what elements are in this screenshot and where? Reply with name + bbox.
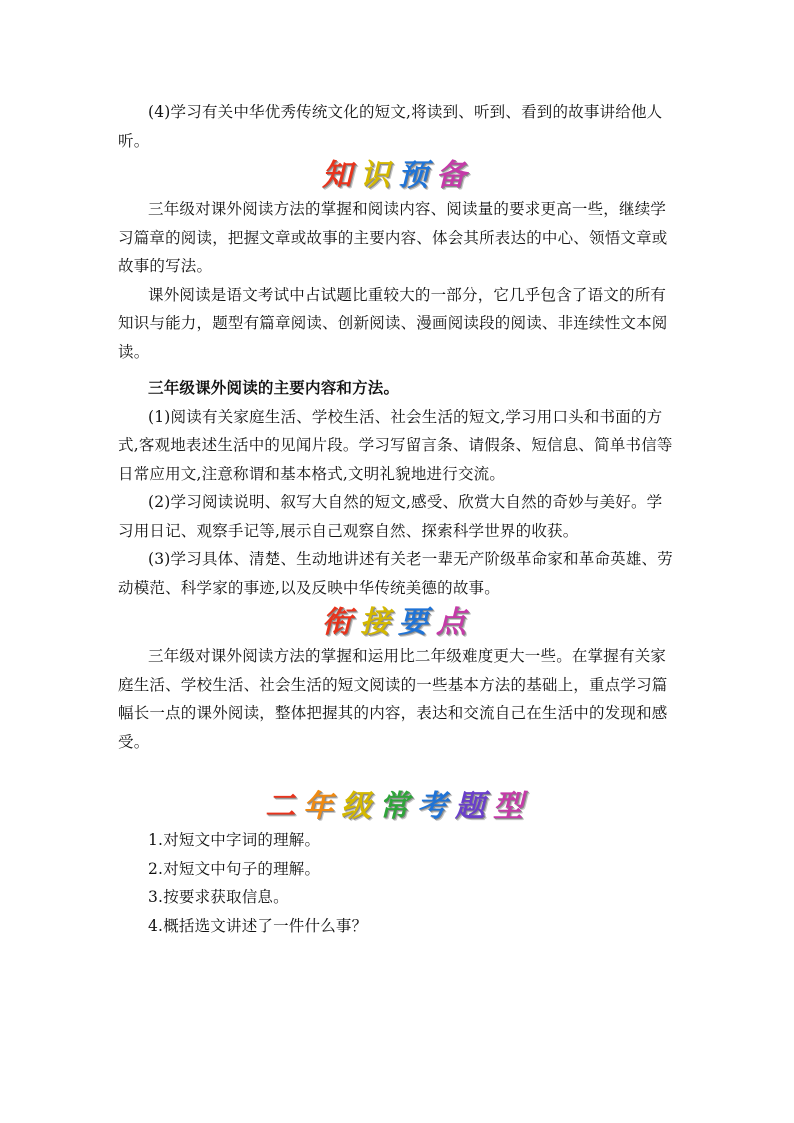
- knowledge-item-2: (2)学习阅读说明、叙写大自然的短文,感受、欣赏大自然的奇妙与美好。学习用日记、观察手记等,展示自己观察自然、探索科学世界的收获。: [118, 493, 663, 540]
- heading-char: 预: [398, 158, 436, 193]
- heading-char: 点: [436, 605, 474, 640]
- knowledge-subtitle: 三年级课外阅读的主要内容和方法。: [148, 378, 400, 397]
- knowledge-item-3: (3)学习具体、清楚、生动地讲述有关老一辈无产阶级革命家和革命英雄、劳动模范、科学家的事迹,以及反映中华传统美德的故事。: [118, 550, 673, 597]
- heading-char: 考: [417, 789, 455, 824]
- heading-char: 接: [360, 605, 398, 640]
- connection-paragraph: 三年级对课外阅读方法的掌握和运用比二年级难度更大一些。在掌握有关家庭生活、学校生活、社会生活的短文阅读的一些基本方法的基础上，重点学习篇幅长一点的课外阅读，整体把握其的内容，表达和交流自己在生活中的发现和感受。: [118, 647, 668, 751]
- heading-char: 要: [398, 605, 436, 640]
- knowledge-paragraph-2: 课外阅读是语文考试中占试题比重较大的一部分，它几乎包含了语文的所有知识与能力，题型有篇章阅读、创新阅读、漫画阅读段的阅读、非连续性文本阅读。: [118, 285, 668, 361]
- heading-char: 备: [436, 158, 474, 193]
- knowledge-item-1: (1)阅读有关家庭生活、学校生活、社会生活的短文,学习用口头和书面的方式,客观地表述生活中的见闻片段。学习写留言条、请假条、短信息、简单书信等日常应用文,注意称谓和基本格式,文明礼貌地进行交流。: [118, 407, 673, 483]
- heading-connection: [118, 604, 678, 642]
- heading-char: 二: [265, 789, 303, 824]
- question-type-4: 4.概括选文讲述了一件什么事？: [148, 916, 368, 935]
- heading-question-types: [118, 788, 678, 826]
- question-type-3: 3.按要求获取信息。: [148, 888, 289, 906]
- question-type-1: 1.对短文中字词的理解。: [148, 831, 321, 849]
- heading-knowledge: [118, 157, 678, 195]
- heading-char: 年: [303, 789, 341, 824]
- heading-char: 识: [360, 158, 398, 193]
- intro-item-4: (4)学习有关中华优秀传统文化的短文,将读到、听到、看到的故事讲给他人听。: [118, 103, 663, 150]
- heading-char: 级: [341, 789, 379, 824]
- document-content: [118, 98, 678, 940]
- heading-char: 常: [379, 789, 417, 824]
- knowledge-paragraph-1: 三年级对课外阅读方法的掌握和阅读内容、阅读量的要求更高一些，继续学习篇章的阅读，把握文章或故事的主要内容、体会其所表达的中心、领悟文章或故事的写法。: [118, 200, 668, 275]
- question-type-2: 2.对短文中句子的理解。: [148, 859, 321, 878]
- heading-char: 题: [455, 789, 493, 824]
- heading-char: 型: [493, 789, 531, 824]
- heading-char: 知: [322, 158, 360, 193]
- heading-char: 衔: [322, 605, 360, 640]
